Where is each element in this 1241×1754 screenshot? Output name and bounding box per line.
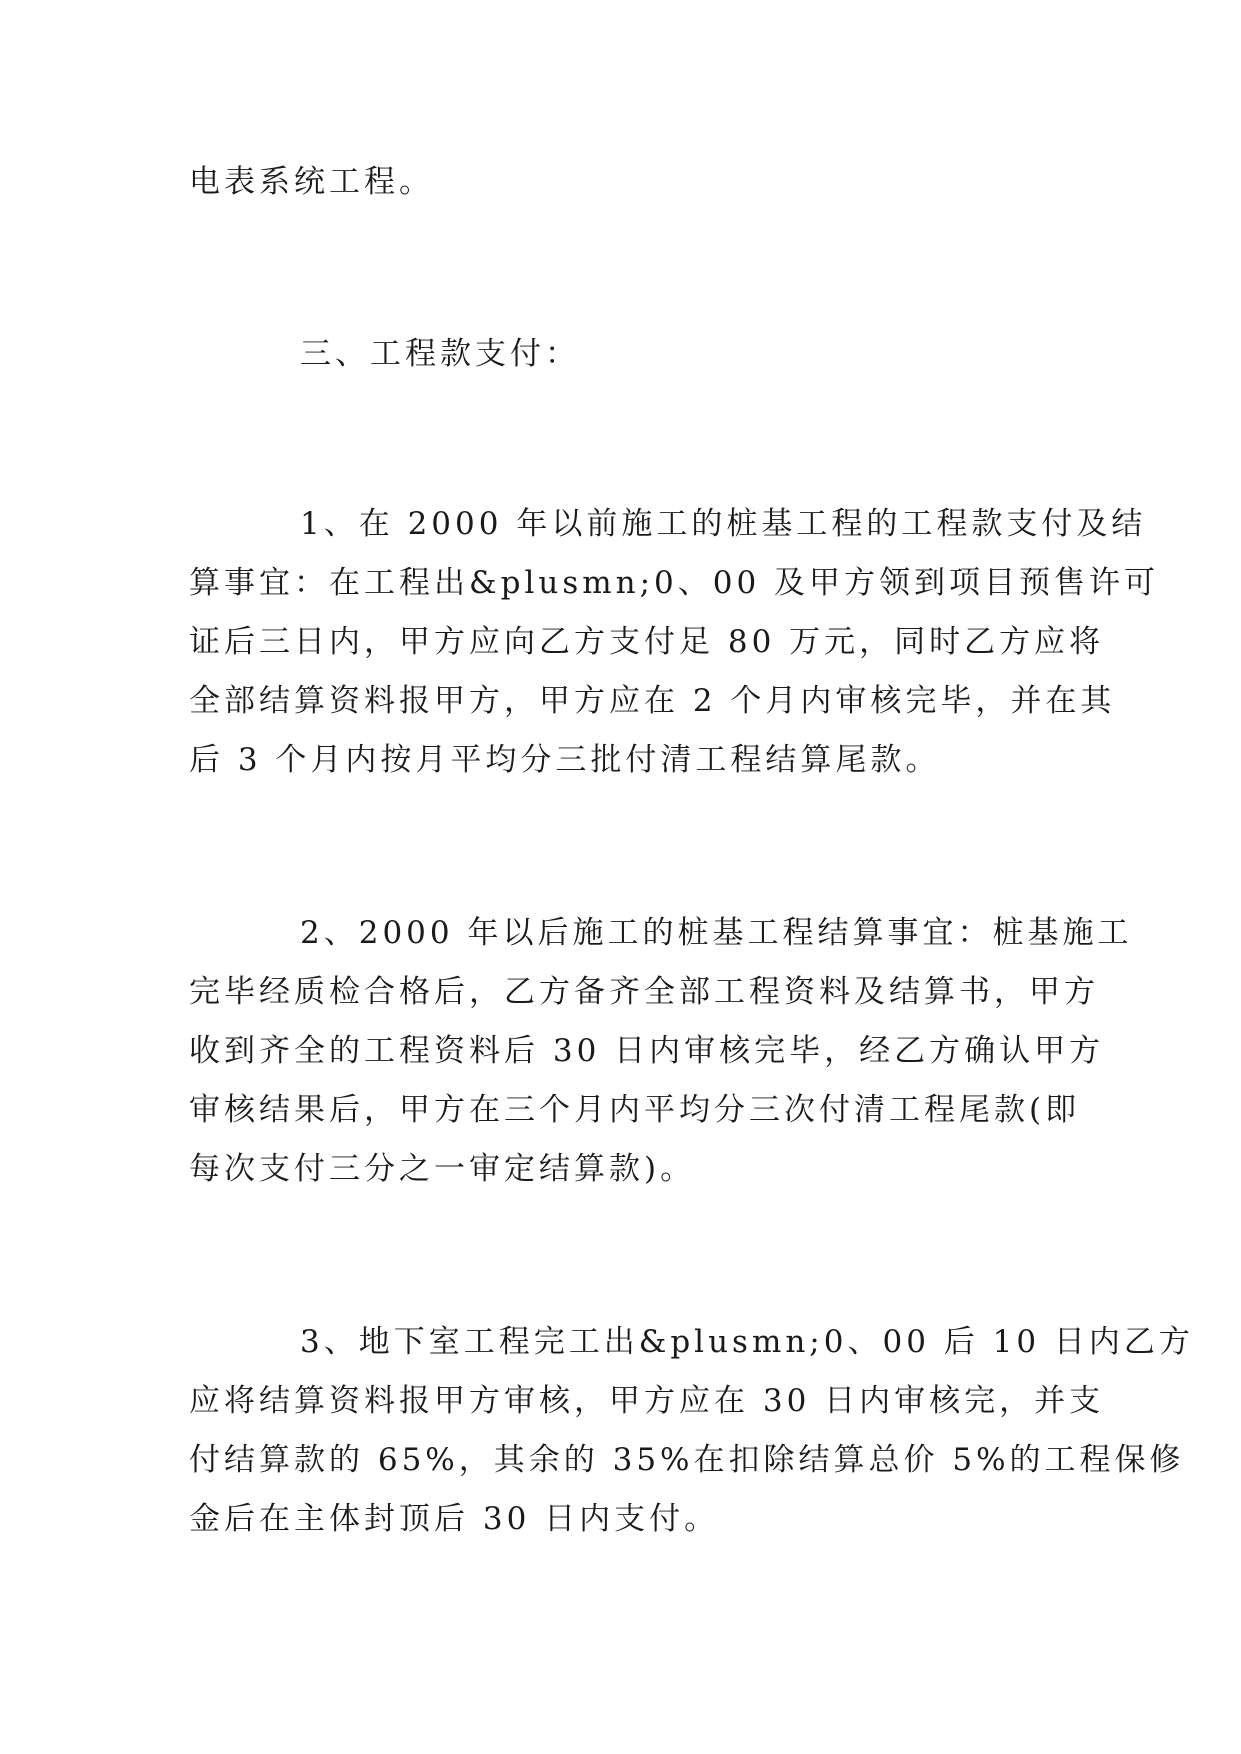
text-line: 完毕经质检合格后，乙方备齐全部工程资料及结算书，甲方 [189, 974, 1099, 1010]
text-line: 应将结算资料报甲方审核，甲方应在 30 日内审核完，并支 [189, 1383, 1105, 1419]
text-line: 电表系统工程。 [189, 164, 434, 200]
text-line: 收到齐全的工程资料后 30 日内审核完毕，经乙方确认甲方 [189, 1033, 1105, 1069]
text-line: 证后三日内，甲方应向乙方支付足 80 万元，同时乙方应将 [189, 624, 1105, 660]
text-line: 金后在主体封顶后 30 日内支付。 [189, 1501, 720, 1537]
text-line: 审核结果后，甲方在三个月内平均分三次付清工程尾款(即 [189, 1092, 1081, 1128]
text-line: 3、地下室工程完工出&plusmn;0、00 后 10 日内乙方 [300, 1324, 1194, 1360]
text-line: 全部结算资料报甲方，甲方应在 2 个月内审核完毕，并在其 [189, 683, 1116, 719]
text-line: 算事宜：在工程出&plusmn;0、00 及甲方领到项目预售许可 [189, 565, 1160, 601]
text-line: 每次支付三分之一审定结算款)。 [189, 1151, 696, 1187]
text-line: 后 3 个月内按月平均分三批付清工程结算尾款。 [189, 742, 941, 778]
text-line: 2、2000 年以后施工的桩基工程结算事宜：桩基施工 [300, 915, 1133, 951]
text-line: 付结算款的 65%，其余的 35%在扣除结算总价 5%的工程保修 [189, 1442, 1185, 1478]
text-line: 1、在 2000 年以前施工的桩基工程的工程款支付及结 [300, 506, 1147, 542]
section-heading: 三、工程款支付： [300, 336, 580, 372]
